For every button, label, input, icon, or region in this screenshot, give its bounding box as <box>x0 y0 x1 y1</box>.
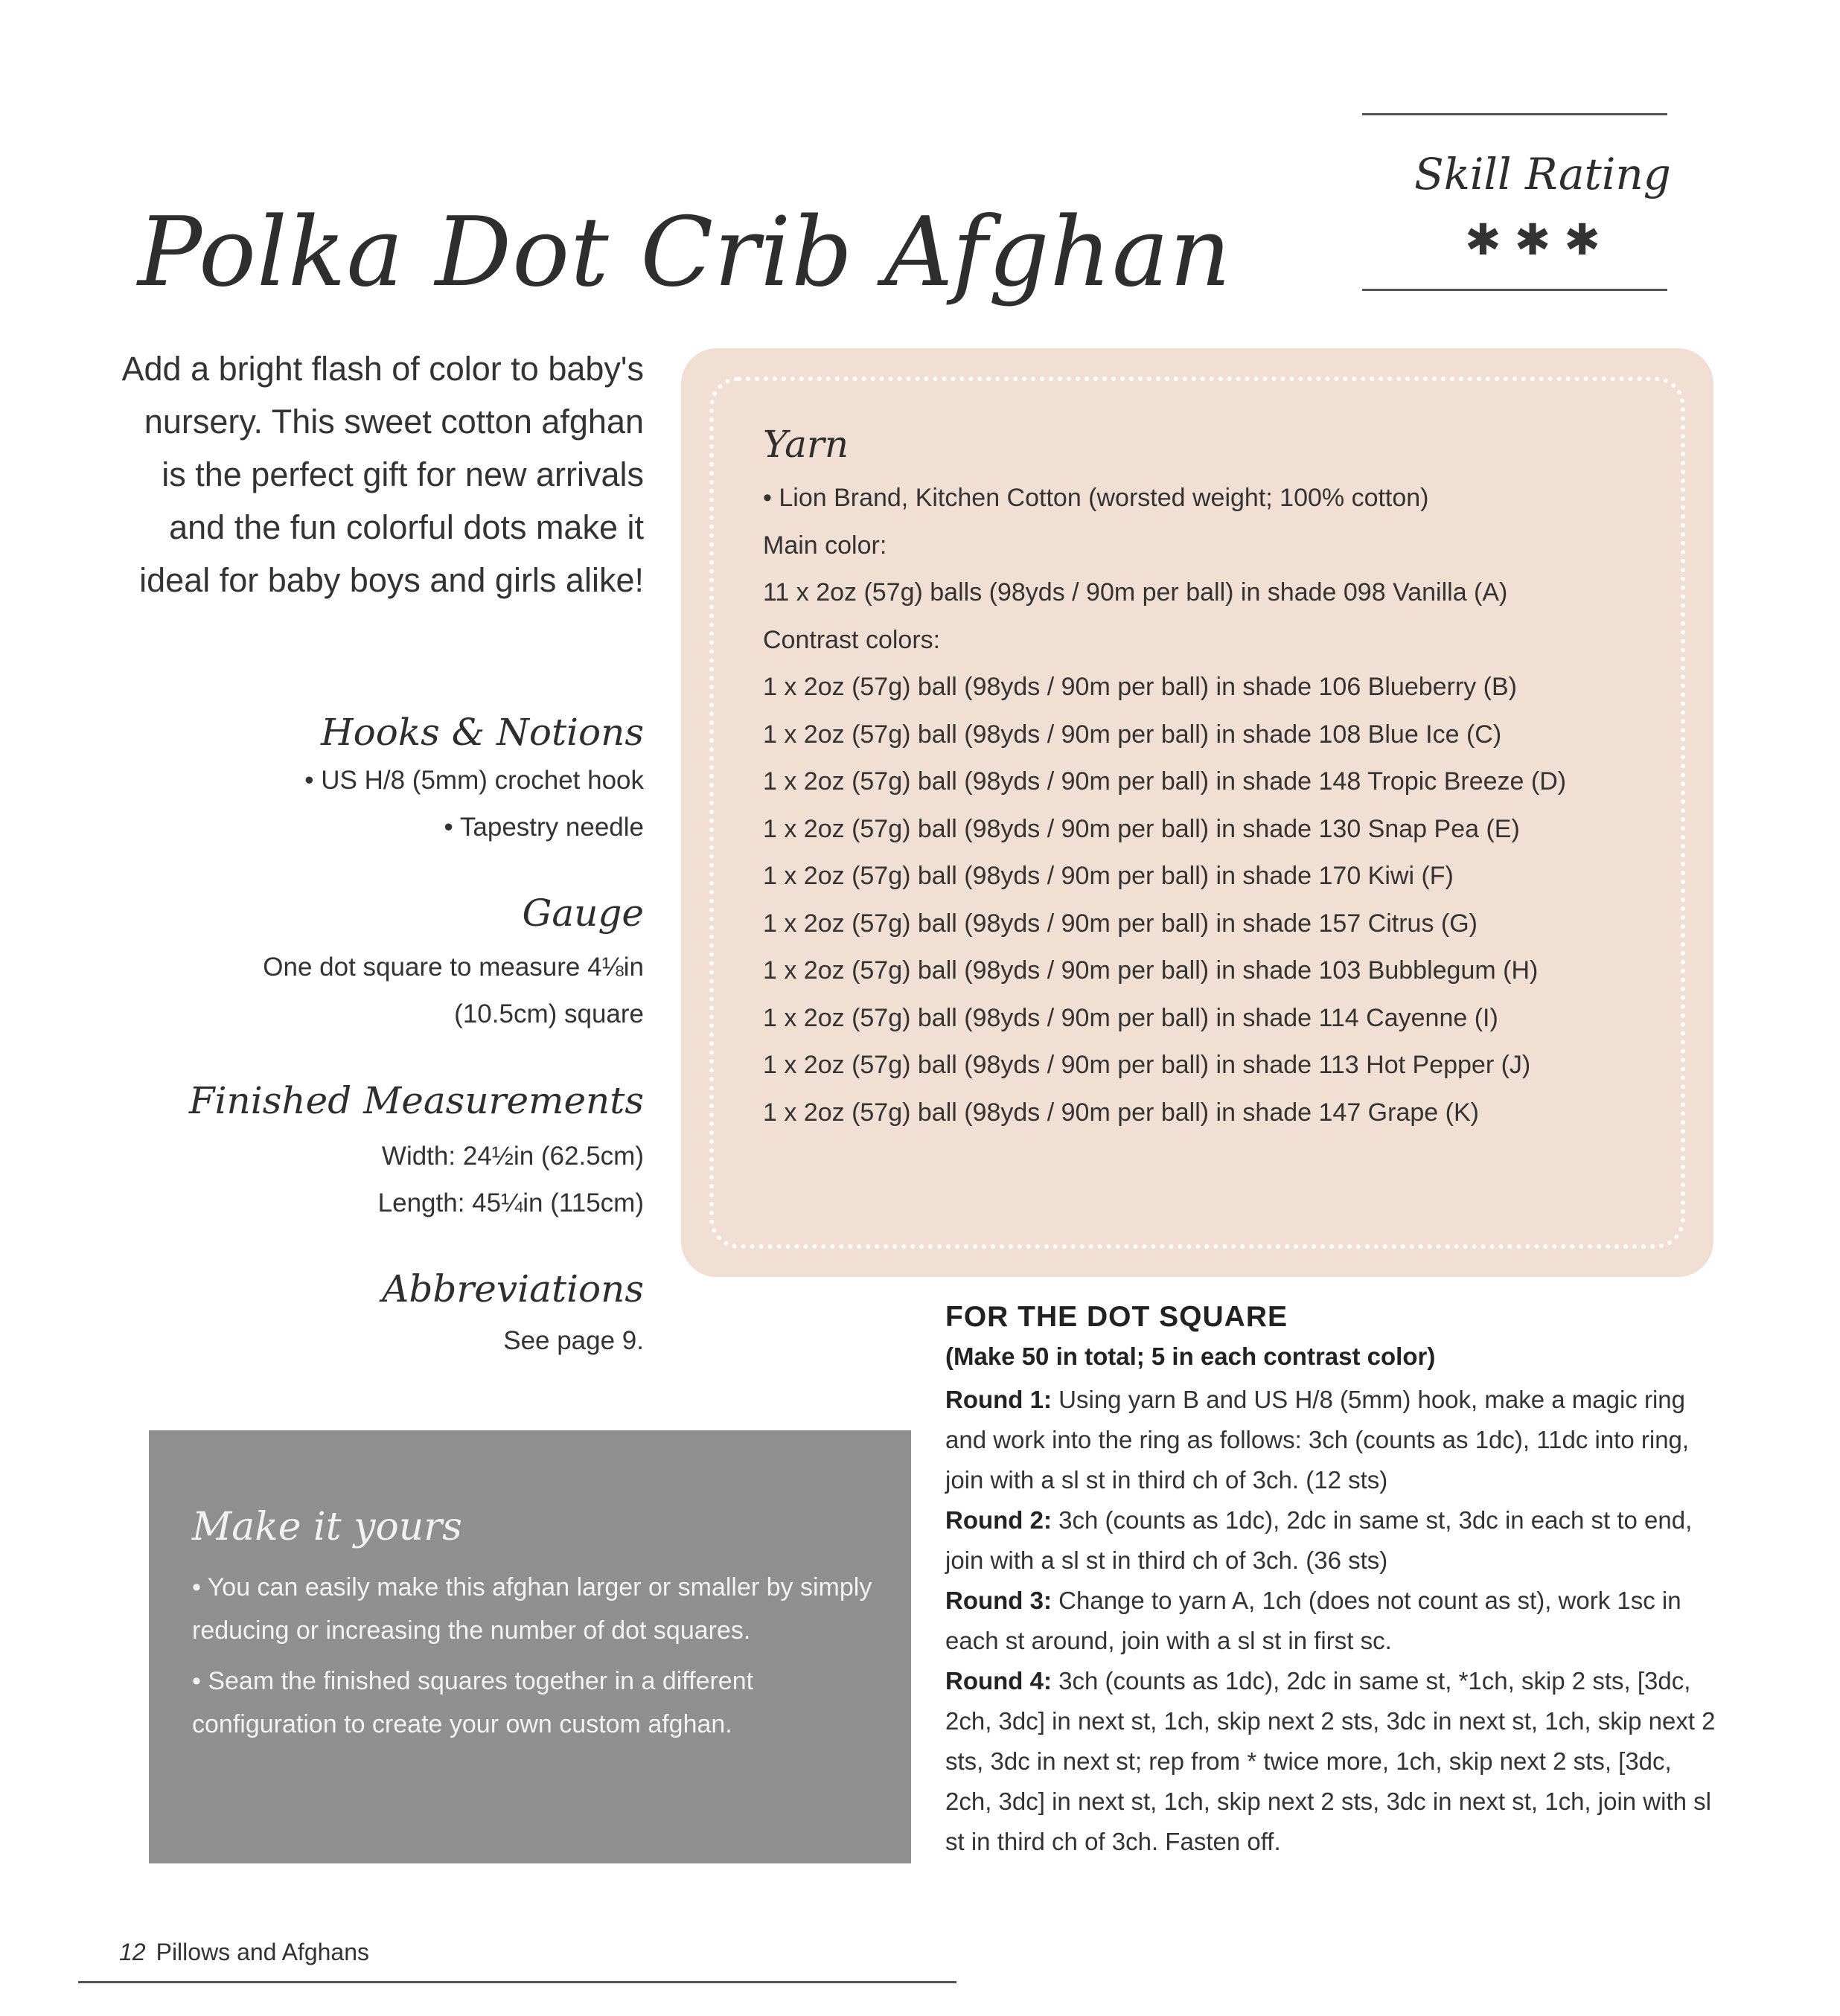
tip-item: • Seam the finished squares together in a different configuration to create your own custom afghan. <box>192 1667 754 1738</box>
yarn-heading: Yarn <box>763 423 849 466</box>
yarn-line: 11 x 2oz (57g) balls (98yds / 90m per ball) in shade 098 Vanilla (A) <box>763 578 1508 607</box>
yarn-line: 1 x 2oz (57g) ball (98yds / 90m per ball) in shade 106 Blueberry (B) <box>763 673 1517 701</box>
gauge-line: (10.5cm) square <box>454 999 644 1028</box>
gauge-heading: Gauge <box>522 892 644 935</box>
page-title: Polka Dot Crib Afghan <box>138 197 1232 308</box>
tip-item: • You can easily make this afghan larger or smaller by simply reducing or increasing the number of dot squares. <box>192 1573 872 1645</box>
yarn-list <box>763 475 1619 1136</box>
yarn-line: 1 x 2oz (57g) ball (98yds / 90m per ball) in shade 157 Citrus (G) <box>763 909 1478 938</box>
round-label: Round 2: <box>945 1506 1052 1534</box>
round-text: 3ch (counts as 1dc), 2dc in same st, 3dc in each st to end, join with a sl st in third ch of 3ch. (36 sts) <box>945 1506 1693 1574</box>
make-it-yours-tips <box>192 1566 884 1753</box>
dot-square-heading: FOR THE DOT SQUARE <box>945 1301 1288 1333</box>
yarn-line: 1 x 2oz (57g) ball (98yds / 90m per ball) in shade 130 Snap Pea (E) <box>763 814 1520 843</box>
abbreviations-heading: Abbreviations <box>382 1267 644 1311</box>
skill-top-rule <box>1362 113 1667 115</box>
skill-rating-label: Skill Rating <box>1414 149 1671 199</box>
skill-bottom-rule <box>1362 289 1667 291</box>
footer-rule <box>78 1981 956 1983</box>
round-text: 3ch (counts as 1dc), 2dc in same st, *1ch, skip 2 sts, [3dc, 2ch, 3dc] in next st, 1ch, skip next 2 sts, 3dc in next st, 1ch, skip next 2 sts, 3dc in next st; rep from * twice more, 1ch, skip next 2 sts, [3dc, 2ch, 3dc] in next st, 1ch, skip next 2 sts, 3dc in next st, 1ch, join with sl st in third ch of 3ch. Fasten off. <box>945 1667 1716 1855</box>
intro-text: Add a bright flash of color to baby's nursery. This sweet cotton afghan is the perfect gift for new arrivals and the fun colorful dots make it ideal for baby boys and girls alike! <box>121 350 644 599</box>
yarn-line: 1 x 2oz (57g) ball (98yds / 90m per ball) in shade 108 Blue Ice (C) <box>763 720 1502 749</box>
page-number: 12 <box>119 1939 146 1965</box>
skill-rating-stars: ✱✱✱ <box>1465 214 1614 265</box>
yarn-panel <box>681 348 1713 1277</box>
yarn-line: • Lion Brand, Kitchen Cotton (worsted weight; 100% cotton) <box>763 484 1429 512</box>
abbreviations-text: See page 9. <box>503 1326 644 1355</box>
gauge-line: One dot square to measure 4⅛in <box>263 953 644 982</box>
dot-square-subheading: (Make 50 in total; 5 in each contrast color) <box>945 1343 1436 1370</box>
round-item <box>945 1661 1716 1862</box>
section-name: Pillows and Afghans <box>156 1939 369 1965</box>
round-text: Using yarn B and US H/8 (5mm) hook, make a magic ring and work into the ring as follows: 3ch (counts as 1dc), 11dc into ring, join with a sl st in third ch of 3ch. (12 sts) <box>945 1386 1690 1494</box>
yarn-line: 1 x 2oz (57g) ball (98yds / 90m per ball) in shade 113 Hot Pepper (J) <box>763 1051 1531 1079</box>
rounds-list <box>945 1380 1716 1862</box>
length-measurement: Length: 45¼in (115cm) <box>377 1188 644 1217</box>
round-item <box>945 1500 1716 1581</box>
hook-item: • US H/8 (5mm) crochet hook <box>304 766 644 795</box>
needle-item: • Tapestry needle <box>444 813 644 842</box>
make-it-yours-heading: Make it yours <box>192 1505 462 1549</box>
width-measurement: Width: 24½in (62.5cm) <box>381 1142 644 1171</box>
make-it-yours-panel <box>149 1430 911 1863</box>
yarn-line: 1 x 2oz (57g) ball (98yds / 90m per ball) in shade 148 Tropic Breeze (D) <box>763 767 1567 796</box>
round-label: Round 1: <box>945 1386 1052 1413</box>
round-text: Change to yarn A, 1ch (does not count as st), work 1sc in each st around, join with a sl st in first sc. <box>945 1587 1681 1654</box>
yarn-line: 1 x 2oz (57g) ball (98yds / 90m per ball) in shade 103 Bubblegum (H) <box>763 956 1539 985</box>
yarn-line: 1 x 2oz (57g) ball (98yds / 90m per ball) in shade 147 Grape (K) <box>763 1098 1479 1127</box>
page-footer <box>119 1939 369 1966</box>
round-label: Round 4: <box>945 1667 1052 1695</box>
yarn-line: Main color: <box>763 531 887 560</box>
round-item <box>945 1380 1716 1500</box>
hooks-heading: Hooks & Notions <box>321 711 644 754</box>
yarn-line: 1 x 2oz (57g) ball (98yds / 90m per ball) in shade 170 Kiwi (F) <box>763 862 1454 890</box>
finished-heading: Finished Measurements <box>188 1079 644 1122</box>
round-item <box>945 1581 1716 1661</box>
yarn-line: 1 x 2oz (57g) ball (98yds / 90m per ball) in shade 114 Cayenne (I) <box>763 1003 1498 1032</box>
round-label: Round 3: <box>945 1587 1052 1614</box>
yarn-line: Contrast colors: <box>763 625 941 654</box>
